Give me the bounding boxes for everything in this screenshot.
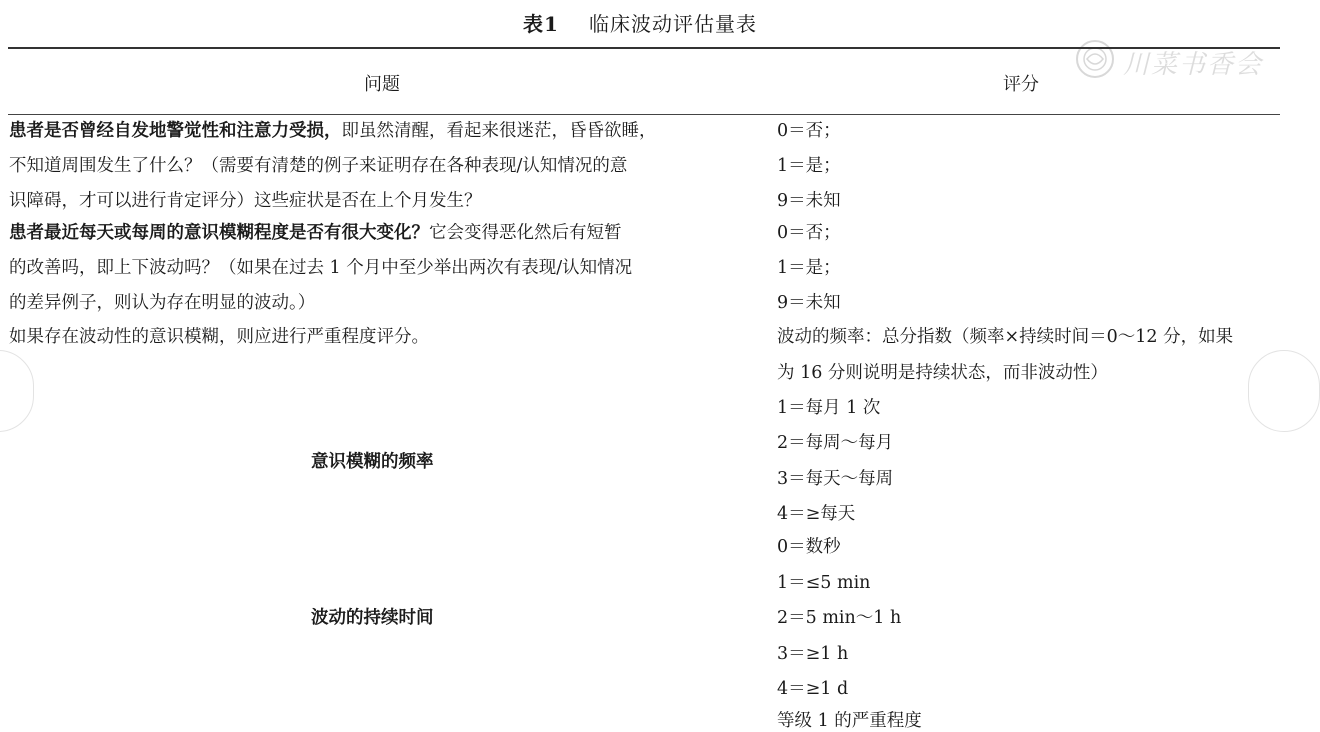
q3-score-line1: 波动的频率：总分指数（频率×持续时间＝0～12 分，如果 [777,327,1234,347]
q1-option-2: 9＝未知 [777,191,841,211]
table-title [0,8,1280,37]
frequency-option-3: 3＝每天～每周 [777,469,894,489]
frequency-option-4: 4＝≥每天 [777,504,856,524]
header-score: 评分 [1003,74,1039,95]
frequency-option-2: 2＝每周～每月 [777,433,894,453]
q2-option-2: 9＝未知 [777,293,841,313]
q1-option-1: 1＝是； [777,156,841,176]
duration-option-3: 3＝≥1 h [777,644,849,664]
q2-option-1: 1＝是； [777,258,841,278]
table-name: 临床波动评估量表 [588,12,757,36]
q2-line2: 的改善吗，即上下波动吗？（如果在过去 1 个月中至少举出两次有表现/认知情况 [9,258,633,278]
q3-text: 如果存在波动性的意识模糊，则应进行严重程度评分。 [9,327,429,347]
q2-option-0: 0＝否； [777,223,841,243]
frequency-label: 意识模糊的频率 [311,452,434,472]
duration-label: 波动的持续时间 [311,608,434,628]
table-header-rule [8,114,1280,115]
q2-line1 [9,222,622,244]
watermark-text: 川菜书香会 [1123,50,1264,80]
duration-option-1: 1＝≤5 min [777,573,871,593]
q2-bold: 患者最近每天或每周的意识模糊程度是否有很大变化？ [9,223,429,243]
q1-line1 [9,120,657,142]
cutoff-line: 等级 1 的严重程度 [777,711,922,731]
header-question: 问题 [364,74,400,95]
q1-option-0: 0＝否； [777,121,841,141]
frequency-option-1: 1＝每月 1 次 [777,398,881,418]
q2-rest: 它会变得恶化然后有短暂 [429,223,622,243]
previous-page-button[interactable] [0,350,34,432]
next-page-button[interactable] [1248,350,1320,432]
q1-rest: 即虽然清醒，看起来很迷茫，昏昏欲睡， [341,121,657,141]
q1-line3: 识障碍，才可以进行肯定评分）这些症状是否在上个月发生？ [9,191,482,211]
watermark [1075,36,1275,86]
duration-option-0: 0＝数秒 [777,537,841,557]
seal-icon [1075,39,1115,79]
q2-line3: 的差异例子，则认为存在明显的波动。） [9,293,316,313]
q1-bold: 患者是否曾经自发地警觉性和注意力受损， [9,121,342,141]
duration-option-4: 4＝≥1 d [777,679,849,699]
table-top-rule [8,47,1280,49]
q3-score-line2: 为 16 分则说明是持续状态，而非波动性） [777,363,1108,383]
q1-line2: 不知道周围发生了什么？（需要有清楚的例子来证明存在各种表现/认知情况的意 [9,156,628,176]
duration-option-2: 2＝5 min～1 h [777,608,902,628]
table-number: 表1 [523,12,559,36]
